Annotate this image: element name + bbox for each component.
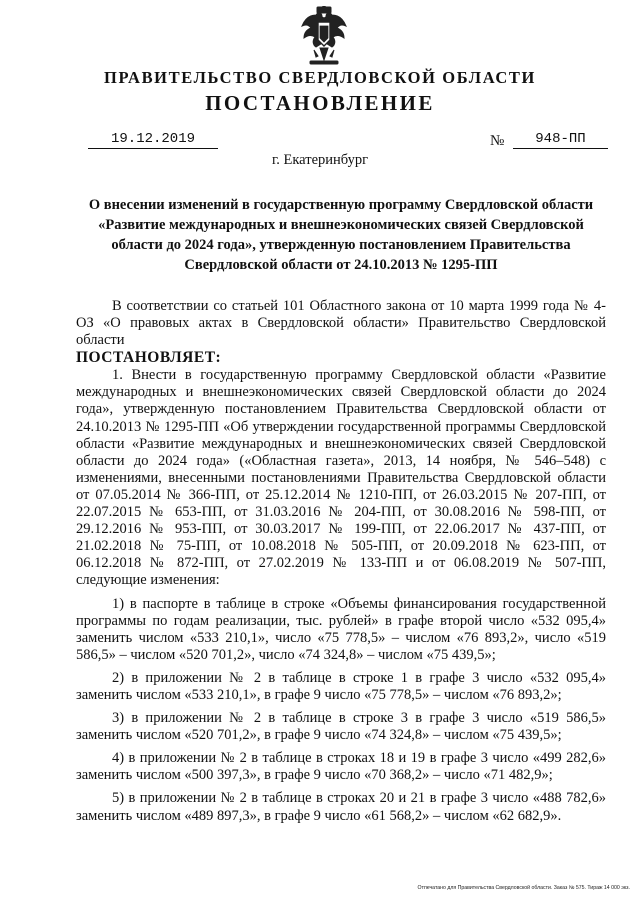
document-type-heading: ПОСТАНОВЛЕНИЕ: [205, 91, 435, 115]
document-number: 948-ПП: [513, 131, 608, 149]
document-body: [76, 298, 606, 825]
subitem-1-paragraph: 1) в паспорте в таблице в строке «Объемы финансирования государственной программы по годам реализации, тыс. рублей» в графе второй число «532 095,4» заменить числом «533 210,1», число «75 778,5» – числом «76 893,2», число «519 586,5» – числом «520 701,2», число «74 324,8» – числом «75 439,5»;: [76, 595, 606, 663]
subitem-3-paragraph: 3) в приложении № 2 в таблице в строке 3 в графе 3 число «519 586,5» заменить числом «520 701,2», в графе 9 число «74 324,8» – числом «75 439,5»;: [76, 710, 606, 744]
city-name: г. Екатеринбург: [271, 152, 369, 168]
print-footer: Отпечатано для Правительства Свердловской области. Заказ № 575. Тираж 14 000 экз.: [417, 885, 630, 891]
resolves-heading: ПОСТАНОВЛЯЕТ:: [76, 349, 222, 367]
document-title: О внесении изменений в государственную программу Свердловской области «Развитие международных и внешнеэкономических связей Свердловской области до 2024 года», утвержденную постановлением Правительства Свердловской области от 24.10.2013 № 1295-ПП: [88, 197, 594, 273]
subitem-5-paragraph: 5) в приложении № 2 в таблице в строках 20 и 21 в графе 3 число «488 782,6» заменить числом «489 897,3», в графе 9 число «61 568,2» – числом «62 682,9».: [76, 790, 606, 824]
item-1-paragraph: 1. Внести в государственную программу Свердловской области «Развитие международных и внешнеэкономических связей Свердловской области до 2024 года», утвержденную постановлением Правительства Свердловской области от 24.10.2013 № 1295-ПП «Об утверждении государственной программы Свердловской области «Развитие международных и внешнеэкономических связей Свердловской области до 2024 года» («Областная газета», 2013, 14 ноября, № 546–548) с изменениями, внесенными постановлениями Правительства Свердловской области от 07.05.2014 № 366-ПП, от 25.12.2014 № 1210-ПП, от 26.03.2015 № 207-ПП, от 22.07.2015 № 653-ПП, от 31.03.2016 № 204-ПП, от 30.08.2016 № 598-ПП, от 29.12.2016 № 953-ПП, от 30.03.2017 № 199-ПП, от 22.06.2017 № 437-ПП, от 21.02.2018 № 75-ПП, от 10.08.2018 № 505-ПП, от 20.09.2018 № 623-ПП, от 06.12.2018 № 872-ПП, от 27.02.2019 № 133-ПП и от 06.08.2019 № 507-ПП, следующие изменения:: [76, 367, 606, 589]
preamble-paragraph: В соответствии со статьей 101 Областного закона от 10 марта 1999 года № 4-ОЗ «О правовых актах в Свердловской области» Правительство Свердловской области: [76, 298, 606, 349]
government-name: ПРАВИТЕЛЬСТВО СВЕРДЛОВСКОЙ ОБЛАСТИ: [104, 68, 536, 87]
subitem-2-paragraph: 2) в приложении № 2 в таблице в строке 1 в графе 3 число «532 095,4» заменить числом «533 210,1», в графе 9 число «75 778,5» – числом «76 893,2»;: [76, 669, 606, 703]
subitem-4-paragraph: 4) в приложении № 2 в таблице в строках 18 и 19 в графе 3 число «499 282,6» заменить числом «500 397,3», в графе 9 число «70 368,2» – число «71 482,9»;: [76, 750, 606, 784]
number-label: №: [490, 133, 505, 149]
document-date: 19.12.2019: [88, 131, 218, 149]
coat-of-arms-icon: [300, 6, 348, 66]
